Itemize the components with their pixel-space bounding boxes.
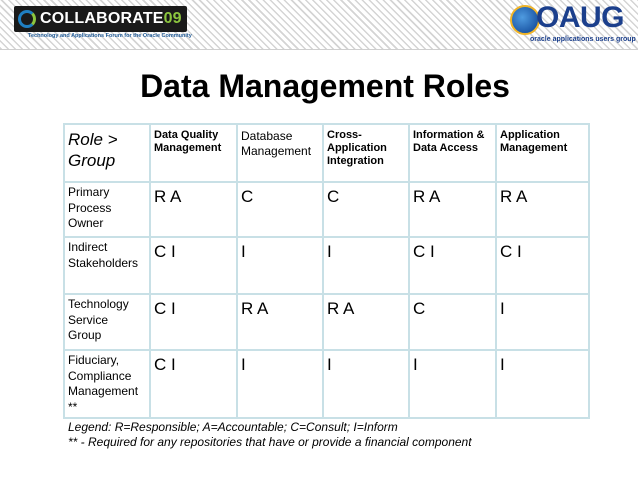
collaborate-tagline: Technology and Applications Forum for the Oracle Community [28, 33, 192, 39]
corner-label-line: Group [68, 151, 116, 170]
cell-value: C I [154, 242, 176, 261]
row-label-line: Compliance [68, 368, 132, 383]
column-header-line: Application [500, 129, 560, 141]
row-label-line: Management [68, 384, 139, 398]
table-cell [323, 182, 409, 237]
cell-value: R A [241, 299, 269, 318]
cell-value: I [241, 355, 246, 374]
oaug-tagline: oracle applications users group [530, 36, 636, 43]
column-header-cross-application [323, 124, 409, 182]
cell-value: R A [154, 187, 182, 206]
cell-value: C I [154, 355, 176, 374]
table-cell [409, 294, 496, 350]
column-header-line: Data Access [413, 142, 479, 154]
row-label-line: Technology [68, 297, 129, 311]
table-cell [323, 237, 409, 294]
table-cell [323, 294, 409, 350]
cell-value: I [413, 355, 418, 374]
table-header-row [64, 124, 589, 182]
table-cell [409, 237, 496, 294]
oaug-logo [508, 3, 634, 47]
table-cell [150, 237, 237, 294]
collaborate-logo-year: 09 [163, 10, 182, 27]
table-cell [237, 294, 323, 350]
table-cell [150, 350, 237, 418]
column-header-data-quality [150, 124, 237, 182]
row-label-line: Process [68, 200, 112, 215]
table-cell [409, 182, 496, 237]
roles-table [63, 123, 590, 419]
table-cell [323, 350, 409, 418]
table-cell [496, 350, 589, 418]
column-header-information-access [409, 124, 496, 182]
oaug-logo-name: OAUG [536, 1, 624, 34]
legend [68, 420, 472, 450]
legend-line: Legend: R=Responsible; A=Accountable; C=Consult; I=Inform [68, 420, 398, 434]
cell-value: I [327, 355, 332, 374]
cell-value: C [241, 187, 254, 206]
column-header-line: Integration [327, 155, 384, 167]
table-cell [150, 294, 237, 350]
cell-value: C I [154, 299, 176, 318]
row-label-cell [64, 237, 150, 294]
header-banner [0, 0, 638, 50]
collaborate-mark-icon [18, 10, 36, 28]
table-cell [237, 350, 323, 418]
row-label-line: Stakeholders [68, 255, 139, 270]
row-label-line: Primary [68, 185, 110, 199]
page-title: Data Management Roles [140, 68, 510, 104]
cell-value: C I [413, 242, 435, 261]
row-label-cell [64, 182, 150, 237]
row-label-line: ** [68, 399, 78, 414]
cell-value: C [327, 187, 340, 206]
table-cell [496, 294, 589, 350]
table-row-technology-service-group [64, 294, 589, 350]
column-header-line: Application [327, 142, 387, 154]
table-cell [150, 182, 237, 237]
row-label-cell [64, 350, 150, 418]
table-cell [496, 237, 589, 294]
table-cell [237, 182, 323, 237]
cell-value: I [500, 299, 505, 318]
table-row-fiduciary-compliance [64, 350, 589, 418]
column-header-line: Data Quality [154, 129, 219, 141]
cell-value: I [327, 242, 332, 261]
row-label-cell [64, 294, 150, 350]
cell-value: I [241, 242, 246, 261]
cell-value: C I [500, 242, 522, 261]
column-header-application-management [496, 124, 589, 182]
legend-footnote: ** - Required for any repositories that have or provide a financial component [68, 435, 472, 449]
column-header-line: Management [500, 142, 568, 154]
table-cell [496, 182, 589, 237]
column-header-database [237, 124, 323, 182]
column-header-line: Database [241, 129, 293, 143]
column-header-line: Information & [413, 129, 485, 141]
cell-value: R A [413, 187, 441, 206]
cell-value: R A [327, 299, 355, 318]
cell-value: R A [500, 187, 528, 206]
row-label-line: Owner [68, 216, 104, 230]
column-header-line: Cross- [327, 129, 362, 141]
collaborate-logo [14, 6, 214, 44]
collaborate-logo-name: COLLABORATE [40, 10, 164, 27]
row-label-line: Group [68, 328, 102, 342]
row-label-line: Service [68, 312, 109, 327]
cell-value: I [500, 355, 505, 374]
table-cell [409, 350, 496, 418]
table-cell [237, 237, 323, 294]
corner-label-line: Role > [68, 130, 118, 149]
row-label-line: Fiduciary, [68, 353, 120, 367]
table-row-indirect-stakeholders [64, 237, 589, 294]
table-row-primary-process-owner [64, 182, 589, 237]
column-header-line: Management [154, 142, 222, 154]
row-label-line: Indirect [68, 240, 108, 254]
corner-header-cell [64, 124, 150, 182]
column-header-line: Management [241, 144, 312, 158]
cell-value: C [413, 299, 426, 318]
